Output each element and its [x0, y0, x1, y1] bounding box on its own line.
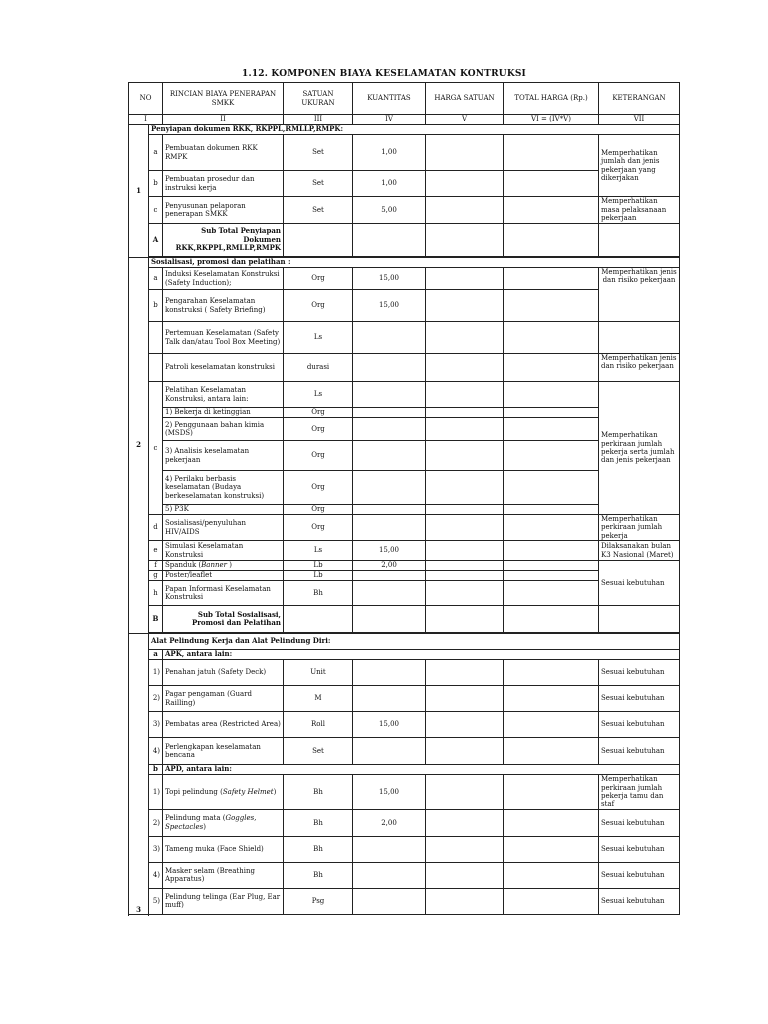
table-row: [129, 322, 680, 354]
subtotal-letter: B: [149, 606, 163, 633]
item-unit: Psg: [284, 888, 353, 914]
table-row: [129, 836, 680, 862]
table-row: [129, 809, 680, 836]
item-number: 1): [149, 660, 163, 686]
header-keterangan: KETERANGAN: [599, 83, 680, 115]
item-unit-price: [426, 561, 504, 571]
item-unit: Unit: [284, 660, 353, 686]
table-row: [129, 197, 680, 224]
item-note: Memperhatikan jenis dan risiko pekerjaan: [599, 268, 680, 322]
colnum-1: I: [129, 115, 163, 125]
item-quantity: [353, 354, 426, 382]
item-total-price: [504, 290, 599, 322]
item-note: Sesuai kebutuhan: [599, 888, 680, 914]
item-unit-price: [426, 418, 504, 441]
item-quantity: 2,00: [353, 809, 426, 836]
section-number: 2: [129, 258, 149, 634]
item-total-price: [504, 441, 599, 471]
colnum-6: VI = (IV*V): [504, 115, 599, 125]
table-row: [129, 561, 680, 571]
item-unit: Bh: [284, 862, 353, 888]
item-unit: durasi: [284, 354, 353, 382]
item-description: Pembuatan dokumen RKK RMPK: [163, 135, 284, 171]
item-letter: c: [149, 382, 163, 515]
item-description: Pelindung telinga (Ear Plug, Ear muff): [163, 888, 284, 914]
item-description: Masker selam (Breathing Apparatus): [163, 862, 284, 888]
table-row: [129, 354, 680, 382]
item-unit: Bh: [284, 809, 353, 836]
item-description: Sosialisasi/penyuluhan HIV/AIDS: [163, 515, 284, 541]
item-total-price: [504, 515, 599, 541]
item-total-price: [504, 809, 599, 836]
item-total-price: [504, 418, 599, 441]
item-description: Spanduk (Banner ): [163, 561, 284, 571]
item-description: Pengarahan Keselamatan konstruksi ( Safety Briefing): [163, 290, 284, 322]
item-number: 4): [149, 862, 163, 888]
item-letter: g: [149, 571, 163, 581]
table-row: [129, 862, 680, 888]
item-quantity: [353, 418, 426, 441]
item-description: 1) Bekerja di ketinggian: [163, 408, 284, 418]
item-quantity: [353, 738, 426, 765]
item-note: Memperhatikan masa pelaksanaan pekerjaan: [599, 197, 680, 224]
item-description: 5) P3K: [163, 505, 284, 515]
item-letter: a: [149, 135, 163, 171]
subtotal-note: [599, 224, 680, 257]
item-quantity: 1,00: [353, 171, 426, 197]
item-description: Perlengkapan keselamatan bencana: [163, 738, 284, 765]
table-row: [129, 268, 680, 290]
colnum-7: VII: [599, 115, 680, 125]
colnum-5: V: [426, 115, 504, 125]
item-total-price: [504, 197, 599, 224]
item-description: 4) Perilaku berbasis keselamatan (Budaya berkeselamatan konstruksi): [163, 471, 284, 505]
item-description: Simulasi Keselamatan Konstruksi: [163, 541, 284, 561]
header-row: [129, 83, 680, 115]
item-quantity: [353, 382, 426, 408]
item-unit: Org: [284, 515, 353, 541]
item-total-price: [504, 268, 599, 290]
subtotal-unit-price: [426, 606, 504, 633]
item-quantity: [353, 836, 426, 862]
section-title-row: [129, 634, 680, 650]
item-description: Topi pelindung (Safety Helmet): [163, 775, 284, 810]
table-row: [129, 382, 680, 408]
table-row: [129, 408, 680, 418]
item-description: Pelatihan Keselamatan Konstruksi, antara lain:: [163, 382, 284, 408]
item-unit-price: [426, 862, 504, 888]
item-unit-price: [426, 888, 504, 914]
table-row: [129, 290, 680, 322]
item-unit: Org: [284, 441, 353, 471]
item-letter: e: [149, 541, 163, 561]
item-letter: b: [149, 171, 163, 197]
item-unit: Ls: [284, 382, 353, 408]
section-title-row: [129, 125, 680, 135]
item-letter: d: [149, 515, 163, 541]
header-harga-satuan: HARGA SATUAN: [426, 83, 504, 115]
table-row: [129, 515, 680, 541]
item-unit-price: [426, 290, 504, 322]
item-note: Dilaksanakan bulan K3 Nasional (Maret): [599, 541, 680, 561]
item-description: Poster/leaflet: [163, 571, 284, 581]
subtotal-quantity: [353, 224, 426, 257]
item-unit: Org: [284, 268, 353, 290]
item-note: Memperhatikan perkiraan jumlah pekerja serta jumlah dan jenis pekerjaan: [599, 382, 680, 515]
item-description: Pembatas area (Restricted Area): [163, 712, 284, 738]
item-total-price: [504, 686, 599, 712]
header-no: NO: [129, 83, 163, 115]
item-letter: c: [149, 197, 163, 224]
item-quantity: [353, 581, 426, 606]
item-unit: Set: [284, 738, 353, 765]
header-rincian: RINCIAN BIAYA PENERAPAN SMKK: [163, 83, 284, 115]
item-quantity: [353, 571, 426, 581]
item-letter: h: [149, 581, 163, 606]
subtotal-total: [504, 224, 599, 257]
item-quantity: [353, 505, 426, 515]
item-total-price: [504, 541, 599, 561]
subsection-row: [129, 650, 680, 660]
item-description: Penyusunan pelaporan penerapan SMKK: [163, 197, 284, 224]
item-total-price: [504, 836, 599, 862]
item-note: Sesuai kebutuhan: [599, 809, 680, 836]
subtotal-letter: A: [149, 224, 163, 257]
item-quantity: [353, 515, 426, 541]
item-total-price: [504, 471, 599, 505]
item-unit-price: [426, 571, 504, 581]
item-total-price: [504, 888, 599, 914]
table-row: [129, 775, 680, 810]
item-description: 3) Analisis keselamatan pekerjaan: [163, 441, 284, 471]
table-row: [129, 541, 680, 561]
item-unit-price: [426, 541, 504, 561]
item-description: Patroli keselamatan konstruksi: [163, 354, 284, 382]
item-description: Tameng muka (Face Shield): [163, 836, 284, 862]
table-row: [129, 171, 680, 197]
item-unit: Org: [284, 505, 353, 515]
item-description: Pertemuan Keselamatan (Safety Talk dan/atau Tool Box Meeting): [163, 322, 284, 354]
item-unit: Set: [284, 197, 353, 224]
item-unit-price: [426, 505, 504, 515]
item-unit-price: [426, 382, 504, 408]
table-row: [129, 441, 680, 471]
item-quantity: [353, 441, 426, 471]
item-note: Sesuai kebutuhan: [599, 836, 680, 862]
item-total-price: [504, 322, 599, 354]
table-row: [129, 505, 680, 515]
item-total-price: [504, 408, 599, 418]
subsection-letter: a: [149, 650, 163, 660]
subtotal-unit-price: [426, 224, 504, 257]
item-quantity: 1,00: [353, 135, 426, 171]
item-unit-price: [426, 268, 504, 290]
item-unit-price: [426, 809, 504, 836]
item-total-price: [504, 505, 599, 515]
subtotal-quantity: [353, 606, 426, 633]
item-unit-price: [426, 686, 504, 712]
item-note: Memperhatikan perkiraan jumlah pekerja: [599, 515, 680, 541]
subtotal-label: Sub Total Penyiapan Dokumen RKK,RKPPL,RMLLP,RMPK: [163, 224, 284, 257]
subtotal-unit: [284, 606, 353, 633]
item-unit-price: [426, 581, 504, 606]
item-unit: Ls: [284, 541, 353, 561]
item-description: 2) Penggunaan bahan kimia (MSDS): [163, 418, 284, 441]
item-unit: Lb: [284, 561, 353, 571]
item-description: Pagar pengaman (Guard Railling): [163, 686, 284, 712]
item-total-price: [504, 862, 599, 888]
item-note: Sesuai kebutuhan: [599, 712, 680, 738]
table-row: [129, 581, 680, 606]
colnum-4: IV: [353, 115, 426, 125]
item-unit: Bh: [284, 775, 353, 810]
item-quantity: [353, 660, 426, 686]
item-unit: Bh: [284, 581, 353, 606]
table-row: [129, 135, 680, 171]
item-note: Sesuai kebutuhan: [599, 686, 680, 712]
item-description: Pelindung mata (Goggles, Spectacles): [163, 809, 284, 836]
item-quantity: [353, 686, 426, 712]
subtotal-note: [599, 606, 680, 633]
item-quantity: 5,00: [353, 197, 426, 224]
item-total-price: [504, 382, 599, 408]
subsection-title: APK, antara lain:: [163, 650, 680, 660]
subsection-letter: b: [149, 765, 163, 775]
table-row: [129, 418, 680, 441]
item-total-price: [504, 738, 599, 765]
item-unit-price: [426, 408, 504, 418]
section-title: Sosialisasi, promosi dan pelatihan :: [149, 258, 680, 268]
item-unit-price: [426, 471, 504, 505]
item-unit: Set: [284, 135, 353, 171]
item-unit-price: [426, 322, 504, 354]
section-title: Alat Pelindung Kerja dan Alat Pelindung Diri:: [149, 634, 680, 650]
item-number: 2): [149, 809, 163, 836]
item-quantity: [353, 888, 426, 914]
item-unit: M: [284, 686, 353, 712]
item-unit: Org: [284, 408, 353, 418]
cost-table: [128, 82, 680, 915]
item-letter: [149, 322, 163, 354]
item-unit: Set: [284, 171, 353, 197]
item-quantity: [353, 322, 426, 354]
item-total-price: [504, 775, 599, 810]
item-unit: Org: [284, 290, 353, 322]
item-number: 3): [149, 712, 163, 738]
item-description: Penahan jatuh (Safety Deck): [163, 660, 284, 686]
item-letter: b: [149, 290, 163, 322]
item-note: [599, 322, 680, 354]
subtotal-total: [504, 606, 599, 633]
section-number: 3: [129, 634, 149, 915]
subsection-title: APD, antara lain:: [163, 765, 680, 775]
item-quantity: [353, 862, 426, 888]
table-row: [129, 571, 680, 581]
table-row: [129, 471, 680, 505]
item-unit-price: [426, 197, 504, 224]
item-total-price: [504, 561, 599, 571]
item-unit-price: [426, 441, 504, 471]
item-description: Papan Informasi Keselamatan Konstruksi: [163, 581, 284, 606]
item-number: 1): [149, 775, 163, 810]
item-unit-price: [426, 515, 504, 541]
item-note: Sesuai kebutuhan: [599, 738, 680, 765]
item-unit-price: [426, 660, 504, 686]
colnum-2: II: [163, 115, 284, 125]
item-unit-price: [426, 135, 504, 171]
item-note: Sesuai kebutuhan: [599, 862, 680, 888]
item-note: Sesuai kebutuhan: [599, 561, 680, 606]
item-number: 5): [149, 888, 163, 914]
item-total-price: [504, 660, 599, 686]
item-unit: Org: [284, 471, 353, 505]
item-unit: Bh: [284, 836, 353, 862]
item-unit-price: [426, 775, 504, 810]
item-number: 4): [149, 738, 163, 765]
item-note: Memperhatikan jumlah dan jenis pekerjaan yang dikerjakan: [599, 135, 680, 197]
item-unit-price: [426, 738, 504, 765]
section-title-row: [129, 258, 680, 268]
item-total-price: [504, 354, 599, 382]
item-unit: Org: [284, 418, 353, 441]
item-quantity: 2,00: [353, 561, 426, 571]
table-row: [129, 686, 680, 712]
section-number: 1: [129, 125, 149, 258]
item-note: Sesuai kebutuhan: [599, 660, 680, 686]
item-note: Memperhatikan jenis dan risiko pekerjaan: [599, 354, 680, 382]
item-quantity: 15,00: [353, 775, 426, 810]
item-quantity: [353, 471, 426, 505]
table-row: [129, 738, 680, 765]
item-letter: [149, 354, 163, 382]
item-letter: f: [149, 561, 163, 571]
document-title: 1.12. KOMPONEN BIAYA KESELAMATAN KONTRUKSI: [242, 69, 526, 79]
item-quantity: [353, 408, 426, 418]
item-description: Pembuatan prosedur dan instruksi kerja: [163, 171, 284, 197]
table-row: [129, 888, 680, 914]
table-row: [129, 660, 680, 686]
column-number-row: [129, 115, 680, 125]
item-number: 2): [149, 686, 163, 712]
item-unit-price: [426, 836, 504, 862]
subtotal-label: Sub Total Sosialisasi, Promosi dan Pelatihan: [163, 606, 284, 633]
item-total-price: [504, 712, 599, 738]
colnum-3: III: [284, 115, 353, 125]
item-unit: Roll: [284, 712, 353, 738]
item-number: 3): [149, 836, 163, 862]
item-letter: a: [149, 268, 163, 290]
header-satuan: SATUAN UKURAN: [284, 83, 353, 115]
item-note: Memperhatikan perkiraan jumlah pekerja tamu dan staf: [599, 775, 680, 810]
item-quantity: 15,00: [353, 541, 426, 561]
item-total-price: [504, 581, 599, 606]
item-quantity: 15,00: [353, 268, 426, 290]
subsection-row: [129, 765, 680, 775]
item-description: Induksi Keselamatan Konstruksi (Safety Induction);: [163, 268, 284, 290]
subtotal-row: [129, 224, 680, 257]
subtotal-unit: [284, 224, 353, 257]
item-unit: Lb: [284, 571, 353, 581]
item-total-price: [504, 135, 599, 171]
header-total-harga: TOTAL HARGA (Rp.): [504, 83, 599, 115]
subtotal-row: [129, 606, 680, 633]
table-row: [129, 712, 680, 738]
item-unit-price: [426, 171, 504, 197]
item-total-price: [504, 571, 599, 581]
item-quantity: 15,00: [353, 290, 426, 322]
item-unit: Ls: [284, 322, 353, 354]
item-total-price: [504, 171, 599, 197]
item-unit-price: [426, 712, 504, 738]
item-unit-price: [426, 354, 504, 382]
section-title: Penyiapan dokumen RKK, RKPPL,RMLLP,RMPK:: [149, 125, 680, 135]
header-kuantitas: KUANTITAS: [353, 83, 426, 115]
item-quantity: 15,00: [353, 712, 426, 738]
